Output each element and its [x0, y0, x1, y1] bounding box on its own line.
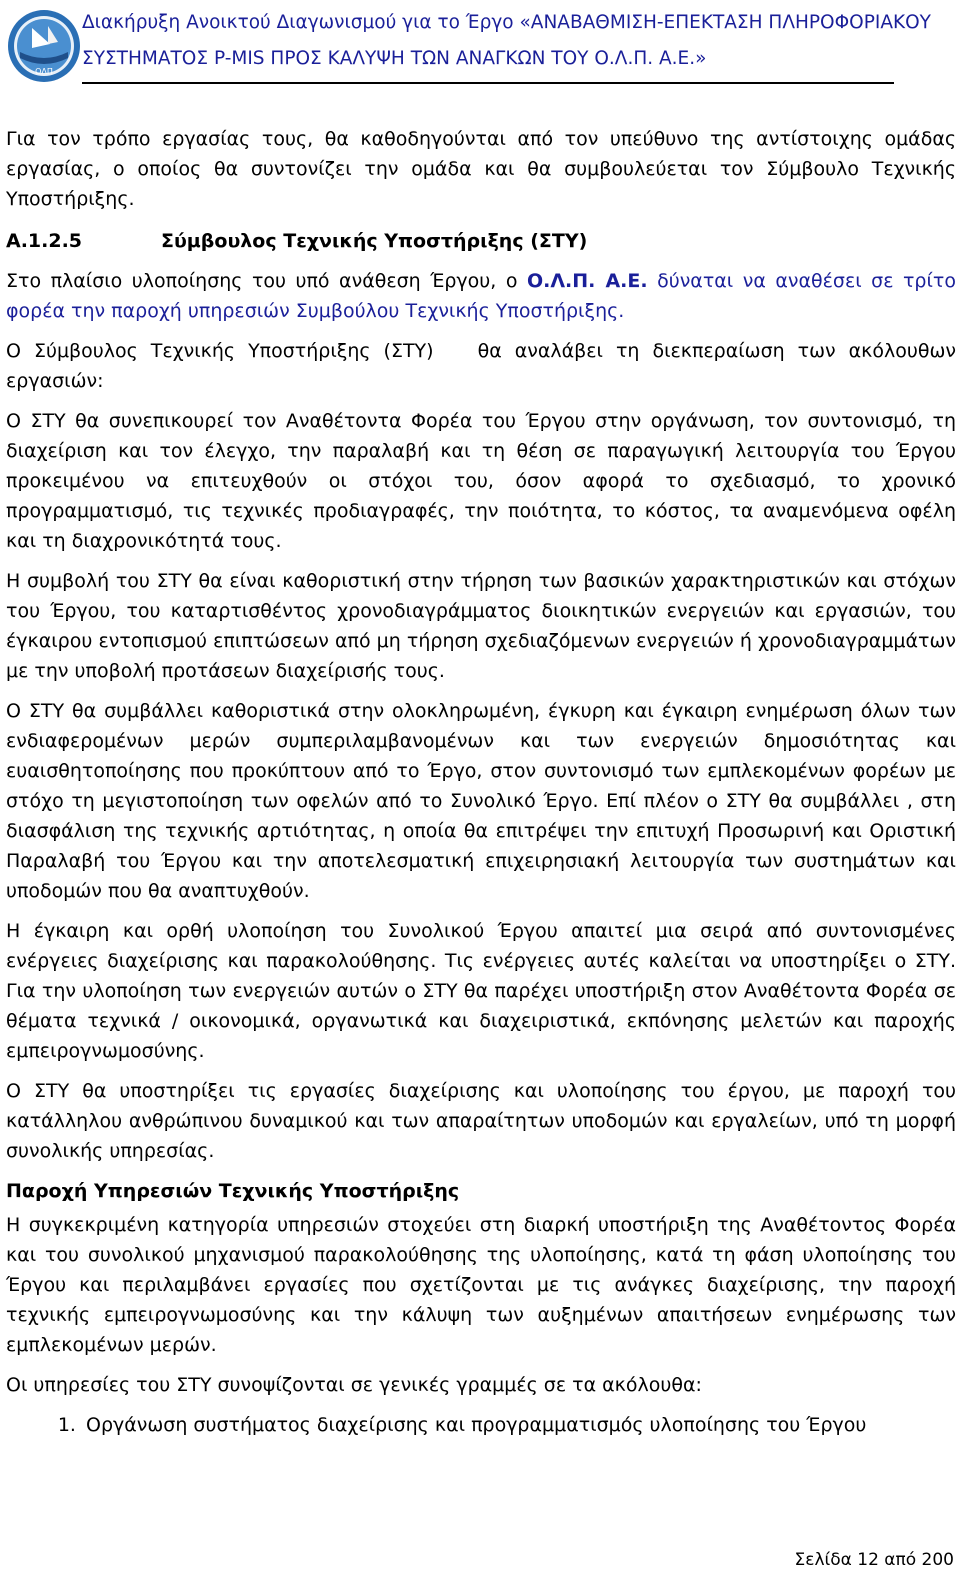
- intro-paragraph: Για τον τρόπο εργασίας τους, θα καθοδηγούνται από τον υπεύθυνο της αντίστοιχης ομάδας εργασίας, ο οποίος θα συντονίζει την ομάδα και θα συμβουλεύεται τον Σύμβουλο Τεχνικής Υποστήριξης.: [6, 128, 956, 210]
- paragraph-6: Η έγκαιρη και ορθή υλοποίηση του Συνολικού Έργου απαιτεί μια σειρά από συντονισμένες ενέργειες διαχείρισης και παρακολούθησης. Τις ενέργειες αυτές καλείται να υποστηρίξει ο ΣΤΥ. Για την υλοποίηση των ενεργειών αυτών ο ΣΤΥ θα παρέχει υποστήριξη στον Αναθέτοντα Φορέα σε θέματα τεχνικά / οικονομικά, οργανωτικά και διαχειριστικά, εκπόνησης μελετών και παροχής εμπειρογνωμοσύνης.: [6, 920, 956, 1062]
- services-list: [6, 1410, 956, 1440]
- list-item: 1. Οργάνωση συστήματος διαχείρισης και προγραμματισμός υλοποίησης του Έργου: [82, 1410, 956, 1440]
- olp-logo: [6, 8, 82, 84]
- paragraph-7: Ο ΣΤΥ θα υποστηρίξει τις εργασίες διαχείρισης και υλοποίησης του έργου, με παροχή του κατάλληλου ανθρώπινου δυναμικού και των απαραίτητων υποδομών και εργαλείων, υπό τη μορφή συνολικής υπηρεσίας.: [6, 1080, 956, 1162]
- document-header: [82, 8, 931, 84]
- paragraph-9: Οι υπηρεσίες του ΣΤΥ συνοψίζονται σε γενικές γραμμές σε τα ακόλουθα:: [6, 1374, 702, 1396]
- document-body: [6, 124, 956, 1440]
- header-line-2: ΣΥΣΤΗΜΑΤΟΣ P-MIS ΠΡΟΣ ΚΑΛΥΨΗ ΤΩΝ ΑΝΑΓΚΩΝ ΤΟΥ Ο.Λ.Π. Α.Ε.»: [82, 48, 707, 69]
- section-heading: [6, 226, 956, 256]
- paragraph-4: Η συμβολή του ΣΤΥ θα είναι καθοριστική στην τήρηση των βασικών χαρακτηριστικών και στόχων του Έργου, του καταρτισθέντος χρονοδιαγράμματος διοικητικών ενεργειών και εργασιών, του έγκαιρου εντοπισμού επιπτώσεων από μη τήρηση σχεδιαζόμενων ενεργειών ή χρονοδιαγραμμάτων με την υποβολή προτάσεων διαχείρισής τους.: [6, 570, 956, 682]
- paragraph-8: Η συγκεκριμένη κατηγορία υπηρεσιών στοχεύει στη διαρκή υποστήριξη της Αναθέτοντος Φορέα και του συνολικού μηχανισμού παρακολούθησης της υλοποίησης, κατά τη φάση υλοποίησης του Έργου και περιλαμβάνει εργασίες που σχετίζονται με τις ανάγκες διαχείρισης, την παροχή τεχνικής εμπειρογνωμοσύνης και την κάλυψη των αυξημένων απαιτήσεων ενημέρωσης των εμπλεκομένων μερών.: [6, 1214, 956, 1356]
- page-number: Σελίδα 12 από 200: [794, 1550, 954, 1570]
- subheading: Παροχή Υπηρεσιών Τεχνικής Υποστήριξης: [6, 1180, 460, 1202]
- paragraph-5: Ο ΣΤΥ θα συμβάλλει καθοριστικά στην ολοκληρωμένη, έγκυρη και έγκαιρη ενημέρωση όλων των ενδιαφερομένων μερών συμπεριλαμβανομένων και των ενεργειών δημοσιότητας και ευαισθητοποίησης που προκύπτουν από το Έργο, στον συντονισμό των εμπλεκομένων φορέων με στόχο τη μεγιστοποίηση των οφελών από το Συνολικό Έργο. Επί πλέον ο ΣΤΥ θα συμβάλλει , στη διασφάλιση της τεχνικής αρτιότητας, η οποία θα επιτρέψει την επιτυχή Προσωρινή και Οριστική Παραλαβή του Έργου και την αποτελεσματική επιχειρησιακή λειτουργία των συστημάτων και υποδομών που θα αναπτυχθούν.: [6, 700, 956, 902]
- svg-text:ΟΛΠ: ΟΛΠ: [35, 67, 53, 76]
- header-line-1: Διακήρυξη Ανοικτού Διαγωνισμού για το Έργο «ΑΝΑΒΑΘΜΙΣΗ-ΕΠΕΚΤΑΣΗ ΠΛΗΡΟΦΟΡΙΑΚΟΥ: [82, 12, 931, 33]
- paragraph-1: Στο πλαίσιο υλοποίησης του υπό ανάθεση Έργου, ο Ο.Λ.Π. Α.Ε. δύναται να αναθέσει σε τρίτο φορέα την παροχή υπηρεσιών Συμβούλου Τεχνικής Υποστήριξης.: [6, 270, 956, 322]
- paragraph-3: Ο ΣΤΥ θα συνεπικουρεί τον Αναθέτοντα Φορέα του Έργου στην οργάνωση, τον συντονισμό, τη διαχείριση και τον έλεγχο, την παραλαβή και τη θέση σε παραγωγική λειτουργία του Έργου προκειμένου να επιτευχθούν οι στόχοι του, όσον αφορά το σχεδιασμό, το χρονικό προγραμματισμό, τις τεχνικές προδιαγραφές, την ποιότητα, το κόστος, τα αναμενόμενα οφέλη και τη διαχρονικότητά τους.: [6, 410, 956, 552]
- section-title: Σύμβουλος Τεχνικής Υποστήριξης (ΣΤΥ): [161, 230, 588, 252]
- organization-name: Ο.Λ.Π. Α.Ε.: [526, 270, 648, 292]
- paragraph-2: Ο Σύμβουλος Τεχνικής Υποστήριξης (ΣΤΥ) θα αναλάβει τη διεκπεραίωση των ακόλουθων εργασιών:: [6, 340, 956, 392]
- section-number: Α.1.2.5: [6, 230, 83, 252]
